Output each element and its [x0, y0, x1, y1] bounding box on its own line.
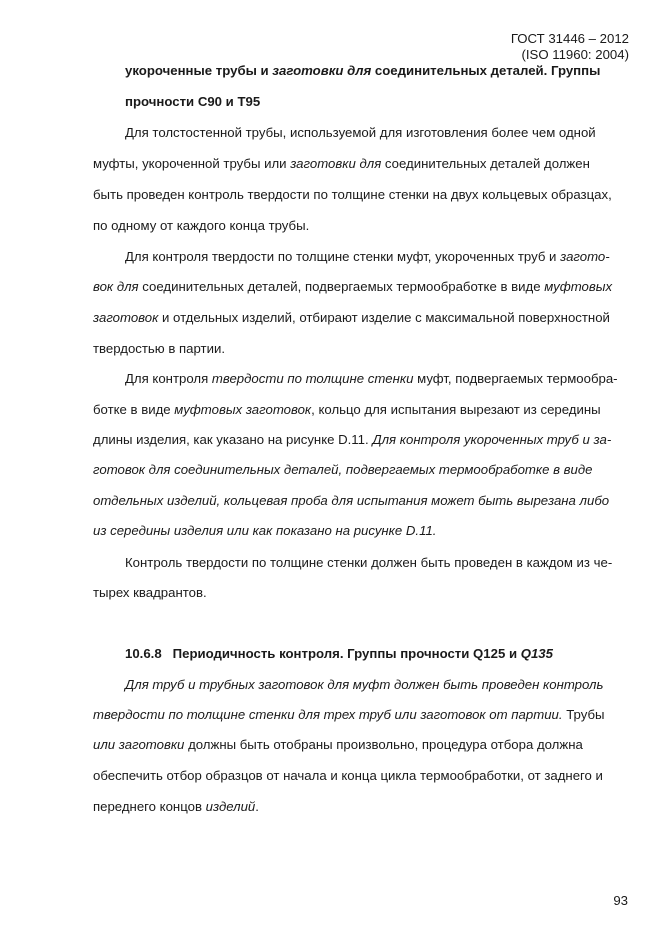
paragraph-2-line-3: заготовок и отдельных изделий, отбирают изделие с максимальной поверхностной	[93, 310, 610, 325]
paragraph-4-line-2: тырех квадрантов.	[93, 585, 207, 600]
paragraph-5-line-3: или заготовки должны быть отобраны произвольно, процедура отбора должна	[93, 737, 583, 752]
page-number: 93	[613, 893, 628, 908]
paragraph-1-line-1: Для толстостенной трубы, используемой для изготовления более чем одной	[125, 125, 596, 140]
paragraph-1-line-3: быть проведен контроль твердости по толщине стенки на двух кольцевых образцах,	[93, 187, 612, 202]
paragraph-1-line-2: муфты, укороченной трубы или заготовки для соединительных деталей должен	[93, 156, 590, 171]
paragraph-1-line-4: по одному от каждого конца трубы.	[93, 218, 310, 233]
paragraph-5-line-2: твердости по толщине стенки для трех труб или заготовок от партии. Трубы	[93, 707, 605, 722]
paragraph-4-line-1: Контроль твердости по толщине стенки должен быть проведен в каждом из че-	[125, 555, 613, 570]
paragraph-2-line-4: твердостью в партии.	[93, 341, 225, 356]
paragraph-3-line-4: готовок для соединительных деталей, подвергаемых термообработке в виде	[93, 462, 593, 477]
heading-line-2: прочности С90 и Т95	[125, 94, 261, 109]
document-header	[511, 31, 629, 63]
heading-line-1: укороченные трубы и заготовки для соединительных деталей. Группы	[125, 63, 601, 78]
paragraph-5-line-5: переднего концов изделий.	[93, 799, 259, 814]
paragraph-3-line-5: отдельных изделий, кольцевая проба для испытания может быть вырезана либо	[93, 493, 610, 508]
standard-code: ГОСТ 31446 – 2012	[510, 31, 629, 46]
paragraph-2-line-1: Для контроля твердости по толщине стенки муфт, укороченных труб и загото-	[125, 249, 610, 264]
paragraph-3-line-6: из середины изделия или как показано на рисунке D.11.	[93, 523, 437, 538]
iso-reference: (ISO 11960: 2004)	[521, 47, 629, 62]
paragraph-5-line-1: Для труб и трубных заготовок для муфт должен быть проведен контроль	[125, 677, 604, 692]
paragraph-3-line-2: ботке в виде муфтовых заготовок, кольцо для испытания вырезают из середины	[93, 402, 601, 417]
paragraph-3-line-1: Для контроля твердости по толщине стенки муфт, подвергаемых термообра-	[125, 371, 618, 386]
paragraph-3-line-3: длины изделия, как указано на рисунке D.11. Для контроля укороченных труб и за-	[93, 432, 612, 447]
paragraph-2-line-2: вок для соединительных деталей, подвергаемых термообработке в виде муфтовых	[93, 279, 613, 294]
paragraph-5-line-4: обеспечить отбор образцов от начала и конца цикла термообработки, от заднего и	[93, 768, 603, 783]
section-heading: 10.6.8 Периодичность контроля. Группы прочности Q125 и Q135	[125, 646, 553, 661]
section-number: 10.6.8	[125, 646, 162, 661]
